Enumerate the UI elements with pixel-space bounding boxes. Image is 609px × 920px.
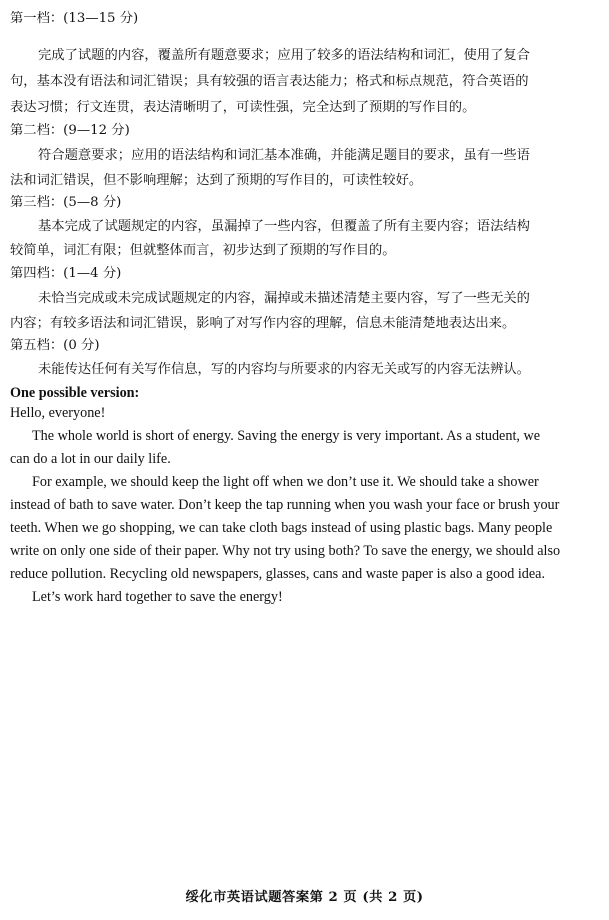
essay-greeting: Hello, everyone!	[10, 405, 106, 421]
grade-heading: 第五档：(0 分)	[10, 338, 100, 353]
grade-text-line: 基本完成了试题规定的内容，虽漏掉了一些内容，但覆盖了所有主要内容；语法结构	[38, 219, 530, 234]
grade-text-line: 未恰当完成或未完成试题规定的内容，漏掉或未描述清楚主要内容，写了一些无关的	[38, 291, 530, 306]
essay-title: One possible version:	[10, 385, 140, 401]
essay-line: write on only one side of their paper. Why not try using both? To save the energy, we should also	[10, 543, 561, 559]
grade-heading: 第一档：(13—15 分)	[10, 11, 139, 26]
grade-heading: 第三档：(5—8 分)	[10, 195, 122, 210]
grade-text-line: 符合题意要求；应用的语法结构和词汇基本准确，并能满足题目的要求，虽有一些语	[38, 148, 530, 163]
essay-line: Let’s work hard together to save the energy!	[32, 589, 283, 605]
page-footer: 绥化市英语试题答案第 2 页 (共 2 页)	[185, 890, 424, 905]
grade-text-line: 完成了试题的内容，覆盖所有题意要求；应用了较多的语法结构和词汇，使用了复合	[38, 48, 530, 63]
grade-text-line: 表达习惯；行文连贯，表达清晰明了，可读性强，完全达到了预期的写作目的。	[10, 100, 476, 115]
essay-line: For example, we should keep the light off when we don’t use it. We should take a shower	[32, 474, 539, 490]
essay-line: can do a lot in our daily life.	[10, 451, 171, 467]
essay-line: The whole world is short of energy. Saving the energy is very important. As a student, we	[32, 428, 541, 444]
grade-heading: 第四档：(1—4 分)	[10, 266, 122, 281]
grade-heading: 第二档：(9—12 分)	[10, 123, 130, 138]
grade-text-line: 句，基本没有语法和词汇错误；具有较强的语言表达能力；格式和标点规范，符合英语的	[10, 74, 529, 89]
grade-text-line: 法和词汇错误，但不影响理解；达到了预期的写作目的，可读性较好。	[10, 173, 423, 188]
grade-text-line: 内容；有较多语法和词汇错误，影响了对写作内容的理解，信息未能清楚地表达出来。	[10, 316, 516, 331]
essay-line: reduce pollution. Recycling old newspapers, glasses, cans and waste paper is also a good idea.	[10, 566, 546, 582]
grade-text-line: 未能传达任何有关写作信息，写的内容均与所要求的内容无关或写的内容无法辨认。	[38, 362, 530, 377]
essay-line: teeth. When we go shopping, we can take cloth bags instead of using plastic bags. Many people	[10, 520, 553, 536]
grade-text-line: 较简单，词汇有限；但就整体而言，初步达到了预期的写作目的。	[10, 243, 396, 258]
essay-line: instead of bath to save water. Don’t keep the tap running when you wash your face or brush your	[10, 497, 560, 513]
